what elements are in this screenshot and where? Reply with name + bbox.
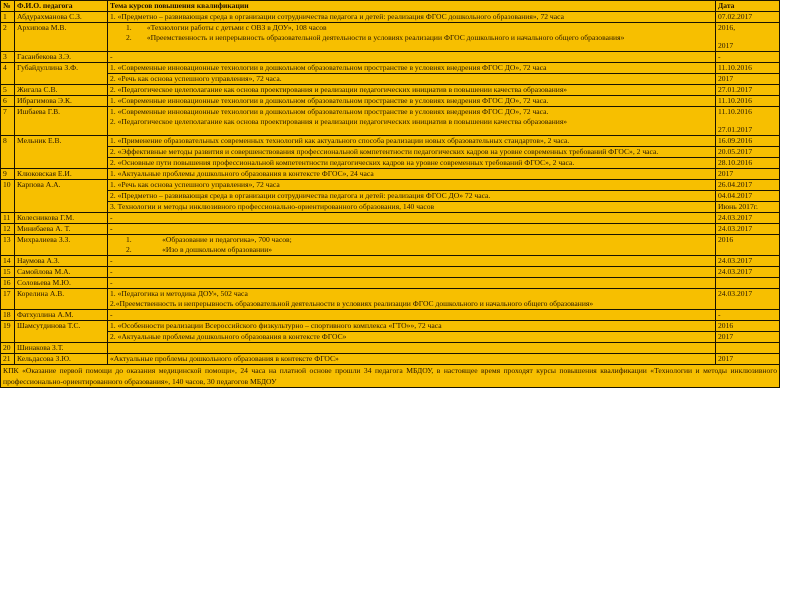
course-topics	[108, 256, 716, 267]
course-dates	[716, 354, 780, 365]
course-dates	[716, 289, 780, 310]
course-topic: 2. «Педагогическое целеполагание как основа проектирования и реализации педагогических инициатив в повышении качества образования»	[110, 85, 568, 94]
course-topic: 1. «Современные инновационные технологии в дошкольном образовательном пространстве в условиях внедрения ФГОС ДО», 72 часа	[108, 63, 716, 74]
course-dates	[716, 310, 780, 321]
row-number: 6	[1, 96, 15, 107]
table-row	[1, 289, 780, 310]
course-date: 27.01.2017	[718, 125, 753, 134]
row-number: 7	[1, 107, 15, 136]
course-dates	[716, 169, 780, 180]
table-row	[1, 169, 780, 180]
course-topics	[108, 12, 716, 23]
table-row	[1, 158, 780, 169]
teacher-name: Ибрагимова Э.К.	[15, 96, 108, 107]
course-date: 2017	[718, 354, 734, 363]
row-number: 2	[1, 23, 15, 52]
teacher-name: Наумова А.З.	[15, 256, 108, 267]
teacher-name: Михралиева З.З.	[15, 235, 108, 256]
table-row	[1, 332, 780, 343]
course-dates	[716, 256, 780, 267]
course-dates	[716, 278, 780, 289]
course-topic: -	[110, 224, 113, 233]
teacher-name: Ишбаева Г.В.	[15, 107, 108, 136]
teacher-name: Шамсутдинова Т.С.	[15, 321, 108, 343]
course-topics	[108, 354, 716, 365]
course-date: 27.01.2017	[718, 85, 753, 94]
course-date: 26.04.2017	[716, 180, 780, 191]
row-number: 5	[1, 85, 15, 96]
table-row	[1, 191, 780, 202]
course-date: 16.09.2016	[716, 136, 780, 147]
course-topics	[108, 235, 716, 256]
course-topic: 2. «Предметно – развивающая среда в организации сотрудничества педагога и детей: реализация ФГОС ДО» 72 часа.	[108, 191, 716, 202]
teacher-name: Мельник Е.В.	[15, 136, 108, 169]
course-topics	[108, 107, 716, 136]
course-topic: 2. «Изо в дошкольном образовании»	[126, 245, 273, 254]
course-topic: -	[110, 52, 113, 61]
row-number: 10	[1, 180, 15, 213]
course-date: 11.10.2016	[718, 107, 752, 116]
course-topic: 1. «Речь как основа успешного управления», 72 часа	[108, 180, 716, 191]
table-row	[1, 224, 780, 235]
row-number: 8	[1, 136, 15, 169]
course-date: 2017	[716, 74, 780, 85]
table-row	[1, 147, 780, 158]
teacher-name: Губайдуллина З.Ф.	[15, 63, 108, 85]
table-row	[1, 202, 780, 213]
course-date: 11.10.2016	[716, 63, 780, 74]
course-date: 04.04.2017	[716, 191, 780, 202]
row-number: 19	[1, 321, 15, 343]
course-date: 11.10.2016	[718, 96, 752, 105]
course-date: 24.03.2017	[718, 224, 753, 233]
course-topic: -	[110, 267, 113, 276]
table-row	[1, 213, 780, 224]
course-date: 20.05.2017	[716, 147, 780, 158]
course-topic: -	[110, 278, 113, 287]
course-dates	[716, 224, 780, 235]
table-row	[1, 343, 780, 354]
course-dates	[716, 343, 780, 354]
table-row	[1, 107, 780, 136]
course-topic: 2.«Преемственность и непрерывность образовательной деятельности в условиях реализации ФГОС дошкольного и начального общего образования»	[110, 299, 594, 308]
course-date: 2016,	[718, 23, 736, 32]
table-row	[1, 235, 780, 256]
row-number: 21	[1, 354, 15, 365]
course-topics	[108, 224, 716, 235]
table-header-row	[1, 1, 780, 12]
teacher-name: Соловьева М.Ю.	[15, 278, 108, 289]
row-number: 20	[1, 343, 15, 354]
course-topic: 1. «Применение образовательных современных технологий как актуального способа реализации новых образовательных стандартов», 2 часа.	[108, 136, 716, 147]
course-topic: 3. Технологии и методы инклюзивного профессионально-ориентированного образования, 140 часов	[108, 202, 716, 213]
teacher-name: Карпова А.А.	[15, 180, 108, 213]
course-topics	[108, 289, 716, 310]
table-row	[1, 354, 780, 365]
date-spacer	[718, 117, 777, 125]
teacher-name: Кельдасова З.Ю.	[15, 354, 108, 365]
course-date: Июнь 2017г.	[716, 202, 780, 213]
header-num: №	[1, 1, 15, 12]
course-topic: -	[110, 256, 113, 265]
row-number: 11	[1, 213, 15, 224]
table-row	[1, 96, 780, 107]
course-dates	[716, 107, 780, 136]
row-number: 3	[1, 52, 15, 63]
course-topic: 1. «Образование и педагогика», 700 часов;	[126, 235, 292, 244]
course-dates	[716, 12, 780, 23]
row-number: 16	[1, 278, 15, 289]
course-dates	[716, 23, 780, 52]
teacher-name: Абдурахманова С.З.	[15, 12, 108, 23]
course-topics	[108, 23, 716, 52]
row-number: 18	[1, 310, 15, 321]
course-topic: 1. «Современные инновационные технологии в дошкольном образовательном пространстве в условиях внедрения ФГОС ДО», 72 часа.	[110, 96, 549, 105]
row-number: 4	[1, 63, 15, 85]
course-dates	[716, 52, 780, 63]
course-date: 24.03.2017	[718, 289, 753, 298]
teacher-name: Жигала С.В.	[15, 85, 108, 96]
table-row	[1, 74, 780, 85]
header-topic: Тема курсов повышения квалификации	[108, 1, 716, 12]
row-number: 1	[1, 12, 15, 23]
row-number: 13	[1, 235, 15, 256]
course-topic: 1. «Актуальные проблемы дошкольного образования в контексте ФГОС», 24 часа	[110, 169, 374, 178]
course-topics	[108, 169, 716, 180]
table-row	[1, 23, 780, 52]
row-number: 14	[1, 256, 15, 267]
course-date: 07.02.2017	[718, 12, 753, 21]
course-topic: 2. «Речь как основа успешного управления», 72 часа.	[108, 74, 716, 85]
course-topics	[108, 310, 716, 321]
course-topics	[108, 85, 716, 96]
teacher-name: Корелина А.В.	[15, 289, 108, 310]
table-row	[1, 310, 780, 321]
course-date: 24.03.2017	[718, 213, 753, 222]
course-topic: 2. «Эффективные методы развития и совершенствования профессиональной компетентности педагогических кадров на уровне современных требований ФГОС», 2 часа.	[108, 147, 716, 158]
header-name: Ф.И.О. педагога	[15, 1, 108, 12]
row-number: 15	[1, 267, 15, 278]
course-topic: «Актуальные проблемы дошкольного образования в контексте ФГОС»	[110, 354, 339, 363]
course-topics	[108, 52, 716, 63]
teacher-name: Минибаева А. Т.	[15, 224, 108, 235]
row-number: 12	[1, 224, 15, 235]
date-spacer	[718, 33, 777, 41]
course-date: -	[718, 52, 721, 61]
course-dates	[716, 267, 780, 278]
course-dates	[716, 85, 780, 96]
course-topics	[108, 343, 716, 354]
course-date: 2017	[718, 169, 734, 178]
course-topic: -	[110, 310, 113, 319]
teacher-name: Гасанбекова З.Э.	[15, 52, 108, 63]
course-topic: 1. «Педагогика и методика ДОУ», 502 часа	[110, 289, 248, 298]
course-topic: 1. «Технологии работы с детьми с ОВЗ в ДОУ», 108 часов	[126, 23, 327, 32]
course-topics	[108, 267, 716, 278]
table-row	[1, 85, 780, 96]
course-dates	[716, 235, 780, 256]
course-topic: 2. «Преемственность и непрерывность образовательной деятельности в условиях реализации ФГОС дошкольного и начального общего образования»	[126, 33, 625, 42]
course-date: 24.03.2017	[718, 267, 753, 276]
course-topics	[108, 278, 716, 289]
table-row	[1, 267, 780, 278]
course-date: 2016	[718, 235, 734, 244]
table-row	[1, 12, 780, 23]
course-date: 28.10.2016	[716, 158, 780, 169]
footer-row	[1, 365, 780, 388]
course-date: 2017	[718, 41, 734, 50]
course-dates	[716, 213, 780, 224]
teacher-name: Фатхуллина А.М.	[15, 310, 108, 321]
teacher-name: Самойлова М.А.	[15, 267, 108, 278]
footer-note: КПК «Оказание первой помощи до оказания медицинской помощи», 24 часа на платной основе прошли 34 педагога МБДОУ, в настоящее время проходят курсы повышения квалификации «Технологии и методы инклюзивного профессионально-ориентированного образования», 140 часов, 30 педагогов МБДОУ	[1, 365, 780, 388]
row-number: 9	[1, 169, 15, 180]
table-row	[1, 136, 780, 147]
table-row	[1, 278, 780, 289]
table-row	[1, 180, 780, 191]
row-number: 17	[1, 289, 15, 310]
header-date: Дата	[716, 1, 780, 12]
teacher-name: Клюковская Е.И.	[15, 169, 108, 180]
course-date: 24.03.2017	[718, 256, 753, 265]
course-topics	[108, 213, 716, 224]
course-topic: 1. «Современные инновационные технологии в дошкольном образовательном пространстве в условиях внедрения ФГОС ДО», 72 часа.	[110, 107, 549, 116]
teacher-name: Архипова М.В.	[15, 23, 108, 52]
course-topic: -	[110, 213, 113, 222]
table-row	[1, 63, 780, 74]
course-topic: 1. «Особенности реализации Всероссийского физкультурно – спортивного комплекса «ГТО»», 72 часа	[108, 321, 716, 332]
teacher-name: Шинакова З.Т.	[15, 343, 108, 354]
course-topic: 1. «Предметно – развивающая среда в организации сотрудничества педагога и детей: реализация ФГОС дошкольного образования», 72 часа	[110, 12, 564, 21]
course-date: 2016	[716, 321, 780, 332]
teacher-name: Колесникова Г.М.	[15, 213, 108, 224]
course-date: 2017	[716, 332, 780, 343]
course-topic: 2. «Педагогическое целеполагание как основа проектирования и реализации педагогических инициатив в повышении качества образования»	[110, 117, 568, 126]
table-row	[1, 256, 780, 267]
table-row	[1, 52, 780, 63]
table-row	[1, 321, 780, 332]
course-topic: 2. «Актуальные проблемы дошкольного образования в контексте ФГОС»	[108, 332, 716, 343]
course-topic: 2. «Основные пути повышения профессиональной компетентности педагогических кадров на уровне современных требований ФГОС», 2 часа.	[108, 158, 716, 169]
course-topics	[108, 96, 716, 107]
course-date: -	[718, 310, 721, 319]
course-dates	[716, 96, 780, 107]
